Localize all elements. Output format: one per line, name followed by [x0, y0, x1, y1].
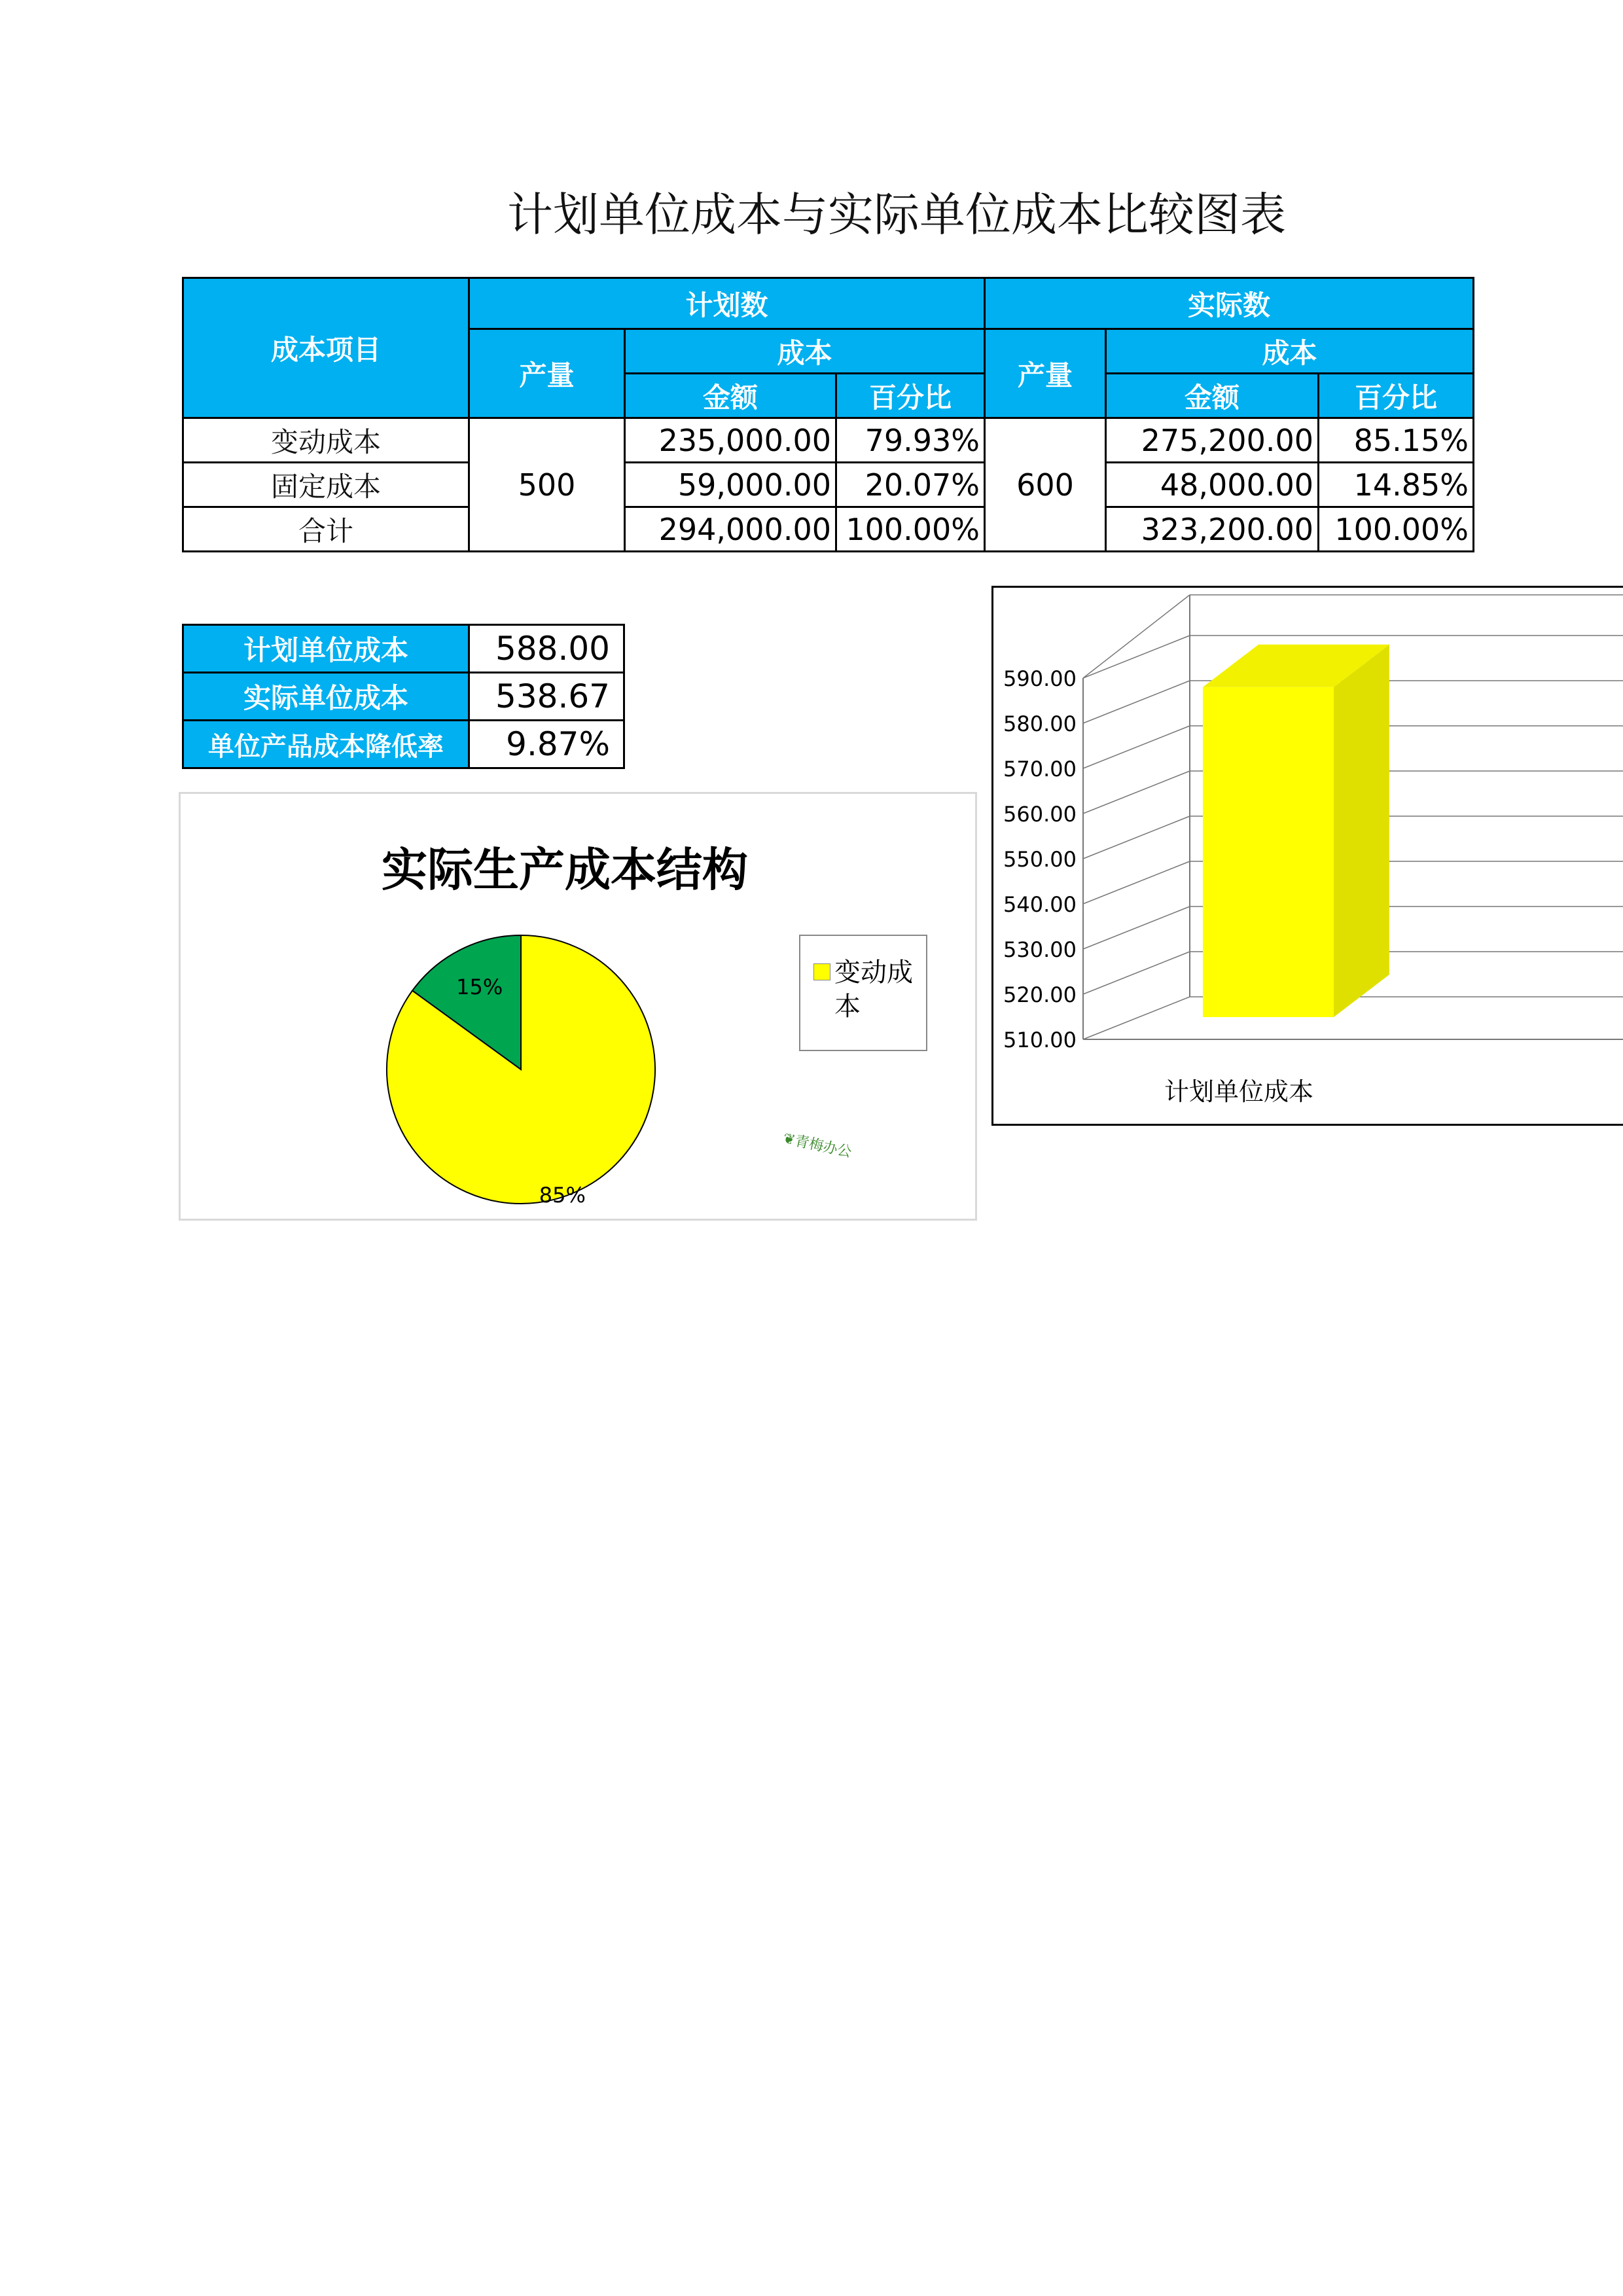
- table-row: [183, 673, 624, 721]
- unit-label: 计划单位成本: [183, 625, 469, 673]
- gridline: [1083, 595, 1190, 678]
- unit-label: 单位产品成本降低率: [183, 721, 469, 768]
- bar-front: [1203, 687, 1334, 1017]
- plan-amount: 294,000.00: [625, 507, 836, 552]
- y-tick-label: 550.00: [1003, 847, 1077, 872]
- plan-pct-header: 百分比: [836, 374, 985, 418]
- actual-qty: 600: [985, 418, 1106, 552]
- y-tick-label: 560.00: [1003, 802, 1077, 827]
- plan-amount: 59,000.00: [625, 463, 836, 507]
- pie-chart-title: 实际生产成本结构: [382, 843, 748, 897]
- table-row: [183, 463, 1474, 507]
- plan-header: 计划数: [469, 278, 985, 329]
- table-row: [183, 507, 1474, 552]
- watermark-text: 青梅办公: [793, 1132, 853, 1161]
- plan-qty-header: 产量: [469, 329, 625, 418]
- gridline: [1083, 636, 1190, 678]
- leaf-icon: ❦: [781, 1130, 797, 1149]
- actual-pct: 85.15%: [1319, 418, 1474, 463]
- bar-chart[interactable]: [991, 586, 1623, 1126]
- actual-pct: 100.00%: [1319, 507, 1474, 552]
- row-label: 固定成本: [183, 463, 469, 507]
- plan-qty: 500: [469, 418, 625, 552]
- actual-amount: 323,200.00: [1106, 507, 1319, 552]
- gridline: [1083, 906, 1190, 949]
- legend-swatch: [813, 963, 830, 980]
- actual-cost-header: 成本: [1106, 329, 1474, 374]
- table-row: [183, 418, 1474, 463]
- page-title: 计划单位成本与实际单位成本比较图表: [507, 188, 1286, 242]
- bar-chart-plot: [993, 588, 1623, 1124]
- actual-qty-header: 产量: [985, 329, 1106, 418]
- cost-comparison-table: [182, 277, 1474, 552]
- legend-label: 变动成本: [834, 958, 913, 1022]
- pie-data-label: 15%: [456, 974, 503, 999]
- unit-value: 9.87%: [469, 721, 624, 768]
- unit-value: 538.67: [469, 673, 624, 721]
- gridline: [1083, 771, 1190, 814]
- table-row: [183, 625, 624, 673]
- plan-amount: 235,000.00: [625, 418, 836, 463]
- gridline: [1083, 726, 1190, 768]
- y-tick-label: 520.00: [1003, 982, 1077, 1007]
- pie-legend: [799, 935, 927, 1051]
- gridline: [1083, 952, 1190, 994]
- bar-side: [1334, 645, 1389, 1017]
- plan-pct: 79.93%: [836, 418, 985, 463]
- actual-amount: 48,000.00: [1106, 463, 1319, 507]
- gridline: [1083, 861, 1190, 904]
- actual-pct: 14.85%: [1319, 463, 1474, 507]
- plan-cost-header: 成本: [625, 329, 985, 374]
- table-row: [183, 721, 624, 768]
- actual-amount: 275,200.00: [1106, 418, 1319, 463]
- gridline: [1083, 997, 1190, 1039]
- plan-pct: 20.07%: [836, 463, 985, 507]
- x-category-label: 计划单位成本: [1164, 1077, 1314, 1106]
- y-tick-label: 570.00: [1003, 757, 1077, 781]
- gridline: [1083, 816, 1190, 859]
- unit-value: 588.00: [469, 625, 624, 673]
- row-label: 变动成本: [183, 418, 469, 463]
- actual-header: 实际数: [985, 278, 1474, 329]
- gridline: [1083, 681, 1190, 723]
- y-tick-label: 590.00: [1003, 666, 1077, 691]
- actual-pct-header: 百分比: [1319, 374, 1474, 418]
- row-label: 合计: [183, 507, 469, 552]
- item-header: 成本项目: [183, 278, 469, 418]
- pie-chart[interactable]: [179, 792, 977, 1221]
- y-tick-label: 580.00: [1003, 711, 1077, 736]
- actual-amount-header: 金额: [1106, 374, 1319, 418]
- y-tick-label: 510.00: [1003, 1028, 1077, 1052]
- pie-data-label: 85%: [539, 1183, 586, 1208]
- plan-amount-header: 金额: [625, 374, 836, 418]
- plan-pct: 100.00%: [836, 507, 985, 552]
- y-tick-label: 530.00: [1003, 937, 1077, 962]
- unit-cost-table: [182, 624, 625, 769]
- unit-label: 实际单位成本: [183, 673, 469, 721]
- y-tick-label: 540.00: [1003, 892, 1077, 917]
